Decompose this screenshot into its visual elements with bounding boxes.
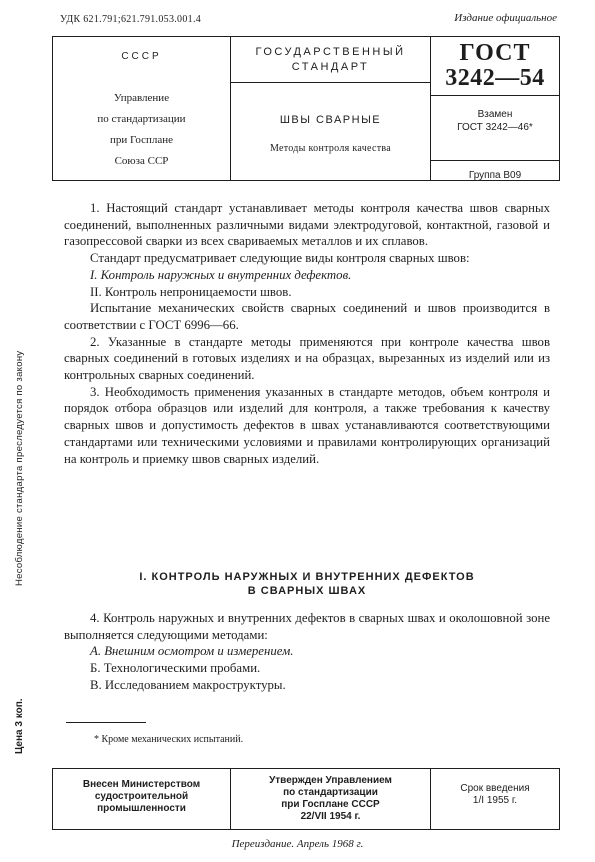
introduced-line: судостроительной <box>94 791 189 802</box>
effective-date-label: Срок введения <box>460 783 530 794</box>
department-block <box>53 88 230 172</box>
udk-code: УДК 621.791;621.791.053.001.4 <box>60 14 202 25</box>
effective-date-value: 1/I 1955 г. <box>472 795 518 806</box>
approved-line: 22/VII 1954 г. <box>300 811 361 822</box>
group-code: Группа В09 <box>468 170 522 181</box>
department-line: при Госплане <box>109 134 174 146</box>
approved-line: Утвержден Управлением <box>269 775 392 786</box>
footnote-divider <box>66 722 146 723</box>
paragraph: 1. Настоящий стандарт устанавливает методы контроля качества швов сварных соединений, выполненных различными видами электродуговой, контактной, газовой и газопрессовой сварки из всех свариваемых металлов и их сплавов. <box>64 201 550 249</box>
approved-line: при Госплане СССР <box>281 799 380 810</box>
paragraph: 3. Необходимость применения указанных в стандарте методов, объем контроля и порядок отбора образцов или изделий для контроля, а также требования к качеству сварных швов и допустимость дефектов в швах устанавливаются соответствующими стандартами или техническими условиями и правилами контролирующих организаций на контроль и приемку швов сварных изделий. <box>64 384 550 466</box>
list-item: В. Исследованием макроструктуры. <box>90 677 286 692</box>
section-body <box>64 610 550 694</box>
approved-by-cell <box>231 769 431 829</box>
reprint-note: Переиздание. Апрель 1968 г. <box>231 838 364 850</box>
header-left-column <box>53 37 231 180</box>
section-heading-line: В СВАРНЫХ ШВАХ <box>247 585 367 597</box>
standard-header <box>52 36 560 181</box>
paragraph: 2. Указанные в стандарте методы применяются при контроле качества швов сварных соединений в готовых изделиях и на образцах, вырезанных из изделий или из контрольных сварных соединений. <box>64 334 550 383</box>
introduced-by-cell <box>53 769 231 829</box>
approved-line: по стандартизации <box>283 787 378 798</box>
list-item: II. Контроль непроницаемости швов. <box>90 284 292 299</box>
replaces-label: Взамен <box>477 109 513 120</box>
gost-label: ГОСТ <box>459 40 531 66</box>
footer-table <box>52 768 560 830</box>
introduced-line: промышленности <box>97 803 186 814</box>
paragraph: Стандарт предусматривает следующие виды контроля сварных швов: <box>90 251 470 266</box>
paragraph: Испытание механических свойств сварных соединений и швов производится в соответствии с ГОСТ 6996—66. <box>64 301 550 332</box>
standard-type-line: ГОСУДАРСТВЕННЫЙ <box>255 46 406 58</box>
introduced-line: Внесен Министерством <box>82 779 201 790</box>
standard-subtitle: Методы контроля качества <box>269 143 392 154</box>
document-body <box>64 200 550 467</box>
list-item: Б. Технологическими пробами. <box>90 661 261 676</box>
standard-type-line: СТАНДАРТ <box>291 61 370 73</box>
section-heading-line: I. КОНТРОЛЬ НАРУЖНЫХ И ВНУТРЕННИХ ДЕФЕКТОВ <box>139 571 475 583</box>
paragraph: 4. Контроль наружных и внутренних дефектов в сварных швах и околошовной зоне выполняется следующими методами: <box>64 611 550 642</box>
department-line: Управление <box>113 92 170 104</box>
country-label: СССР <box>121 51 162 62</box>
footnote: * Кроме механических испытаний. <box>94 734 244 745</box>
list-item: I. Контроль наружных и внутренних дефектов. <box>90 267 352 282</box>
section-heading <box>64 570 550 598</box>
replaces-block <box>431 96 559 161</box>
effective-date-cell <box>431 769 559 829</box>
standard-name: ШВЫ СВАРНЫЕ <box>279 114 382 126</box>
header-right-column <box>431 37 559 180</box>
header-middle-column <box>231 37 431 180</box>
list-item: А. Внешним осмотром и измерением. <box>90 644 294 659</box>
department-line: Союза ССР <box>114 155 169 167</box>
gost-designation <box>431 37 559 96</box>
official-edition-label: Издание официальное <box>454 12 557 24</box>
standard-type-title <box>231 37 430 83</box>
legal-side-note: Несоблюдение стандарта преследуется по закону <box>14 350 25 586</box>
gost-number: 3242—54 <box>445 65 545 91</box>
department-line: по стандартизации <box>97 113 186 125</box>
price-label: Цена 3 коп. <box>14 698 25 754</box>
replaces-value: ГОСТ 3242—46* <box>457 122 533 133</box>
